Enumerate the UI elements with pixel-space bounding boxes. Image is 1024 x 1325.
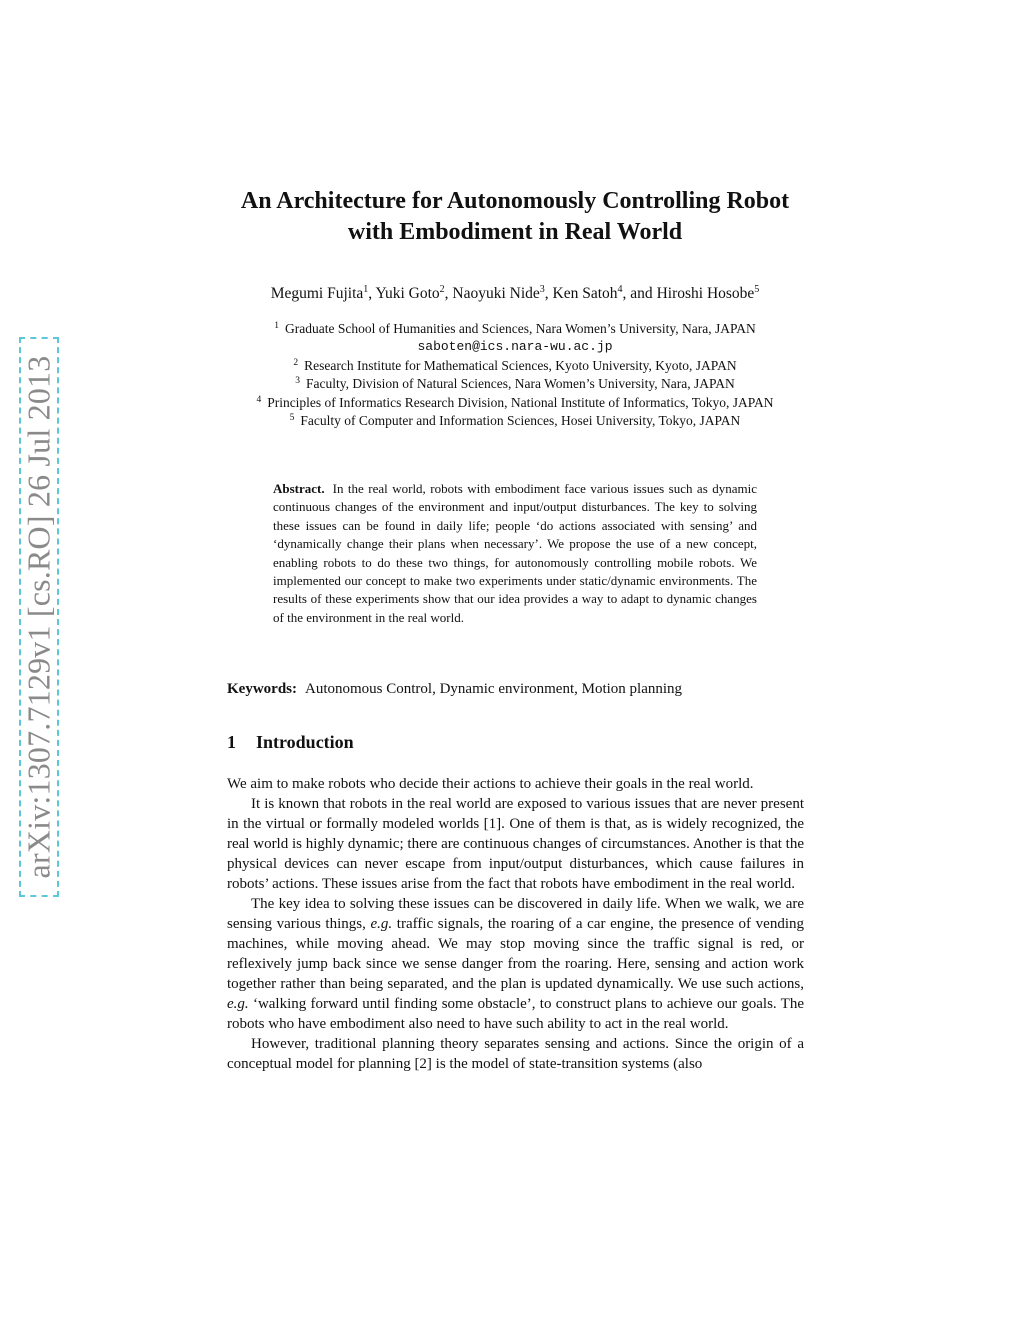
affiliation-text: Faculty of Computer and Information Sciences, Hosei University, Tokyo, JAPAN xyxy=(300,413,741,429)
affiliation-mark: 5 xyxy=(289,413,295,424)
paragraph: However, traditional planning theory separates sensing and actions. Since the origin of a conceptual model for planning [2] is the model of state-transition systems (also xyxy=(227,1036,804,1072)
author-mark: 5 xyxy=(754,284,760,295)
title-line-1: An Architecture for Autonomously Controlling Robot xyxy=(240,188,790,214)
affiliation-3 xyxy=(180,375,850,393)
affiliation-mark: 3 xyxy=(295,376,301,387)
author-mark: 3 xyxy=(539,284,545,295)
affiliation-mark: 1 xyxy=(274,321,279,331)
paragraph xyxy=(227,894,804,1034)
paragraph: We aim to make robots who decide their actions to achieve their goals in the real world. xyxy=(227,776,754,792)
paragraph-segment: The key idea to solving these issues can be discovered in daily life. When we walk, we are sensing various things, xyxy=(227,896,804,932)
italic-term: e.g. xyxy=(227,996,249,1012)
italic-term: e.g. xyxy=(370,916,393,932)
section-title: Introduction xyxy=(256,732,354,752)
author-name: Ken Satoh xyxy=(552,285,618,302)
affiliation-block xyxy=(180,320,850,430)
affiliation-5 xyxy=(180,412,850,430)
contact-email: saboten@ics.nara-wu.ac.jp xyxy=(417,339,613,355)
keywords-text: Autonomous Control, Dynamic environment, Motion planning xyxy=(305,681,683,697)
paragraph-segment: ‘walking forward until finding some obstacle’, to construct plans to achieve our goals. The robots who have embodiment also need to have such ability to act in the real world. xyxy=(227,996,804,1032)
author-name: Hiroshi Hosobe xyxy=(656,285,755,302)
paper-title xyxy=(180,186,850,248)
title-line-2: with Embodiment in Real World xyxy=(347,219,683,245)
affiliation-text: Principles of Informatics Research Division, National Institute of Informatics, Tokyo, JAPAN xyxy=(267,394,774,410)
author-mark: 4 xyxy=(617,284,623,295)
author-mark: 2 xyxy=(439,284,445,295)
affiliation-text: Graduate School of Humanities and Sciences, Nara Women’s University, Nara, JAPAN xyxy=(284,321,756,336)
affiliation-text: Faculty, Division of Natural Sciences, Nara Women’s University, Nara, JAPAN xyxy=(306,376,735,392)
keywords xyxy=(227,679,817,699)
paragraph-segment: traffic signals, the roaring of a car engine, the presence of vending machines, while moving ahead. We may stop moving since the traffic signal is red, or reflexively jump back since we sense danger from the roaring. Here, sensing and action work together rather than being separated, and the plan is updated dynamically. We use such actions, xyxy=(227,916,804,992)
author-separator: , and xyxy=(622,285,657,302)
affiliation-1 xyxy=(180,320,850,338)
abstract-text: In the real world, robots with embodiment face various issues such as dynamic continuous changes of the environment and input/output disturbances. The key to solving these issues can be found in daily life; people ‘do actions associated with sensing’ and ‘dynamically change their plans when necessary’. We propose the use of a new concept, enabling robots to do these two things, for autonomously controlling mobile robots. We implemented our concept to make two experiments under static/dynamic environments. The results of these experiments show that our idea provides a way to adapt to dynamic changes of the environment in the real world. xyxy=(273,481,757,625)
author-separator: , xyxy=(544,285,553,302)
author-separator: , xyxy=(368,285,376,302)
affiliation-mark: 2 xyxy=(293,357,299,368)
author-separator: , xyxy=(444,285,453,302)
affiliation-4 xyxy=(180,394,850,412)
keywords-heading: Keywords: xyxy=(227,681,297,697)
body-text xyxy=(227,774,804,1074)
arxiv-stamp: arXiv:1307.7129v1 [cs.RO] 26 Jul 2013 xyxy=(20,355,57,879)
affiliation-text: Research Institute for Mathematical Sciences, Kyoto University, Kyoto, JAPAN xyxy=(304,357,737,373)
abstract xyxy=(273,480,757,627)
author-list xyxy=(200,284,830,304)
author-name: Megumi Fujita xyxy=(270,285,364,302)
section-heading xyxy=(227,731,354,753)
author-name: Yuki Goto xyxy=(375,285,440,302)
abstract-heading: Abstract. xyxy=(273,481,325,496)
author-name: Naoyuki Nide xyxy=(452,285,540,302)
affiliation-2 xyxy=(180,357,850,375)
author-mark: 1 xyxy=(363,284,369,295)
paragraph: It is known that robots in the real world are exposed to various issues that are never present in the virtual or formally modeled worlds [1]. One of them is that, as is widely recognized, the real world is highly dynamic; there are continuous changes of circumstances. Another is that the physical devices can never escape from input/output disturbances, which cause failures in robots’ actions. These issues arise from the fact that robots have embodiment in the real world. xyxy=(227,796,804,892)
affiliation-mark: 4 xyxy=(256,394,262,405)
section-number: 1 xyxy=(227,732,236,752)
